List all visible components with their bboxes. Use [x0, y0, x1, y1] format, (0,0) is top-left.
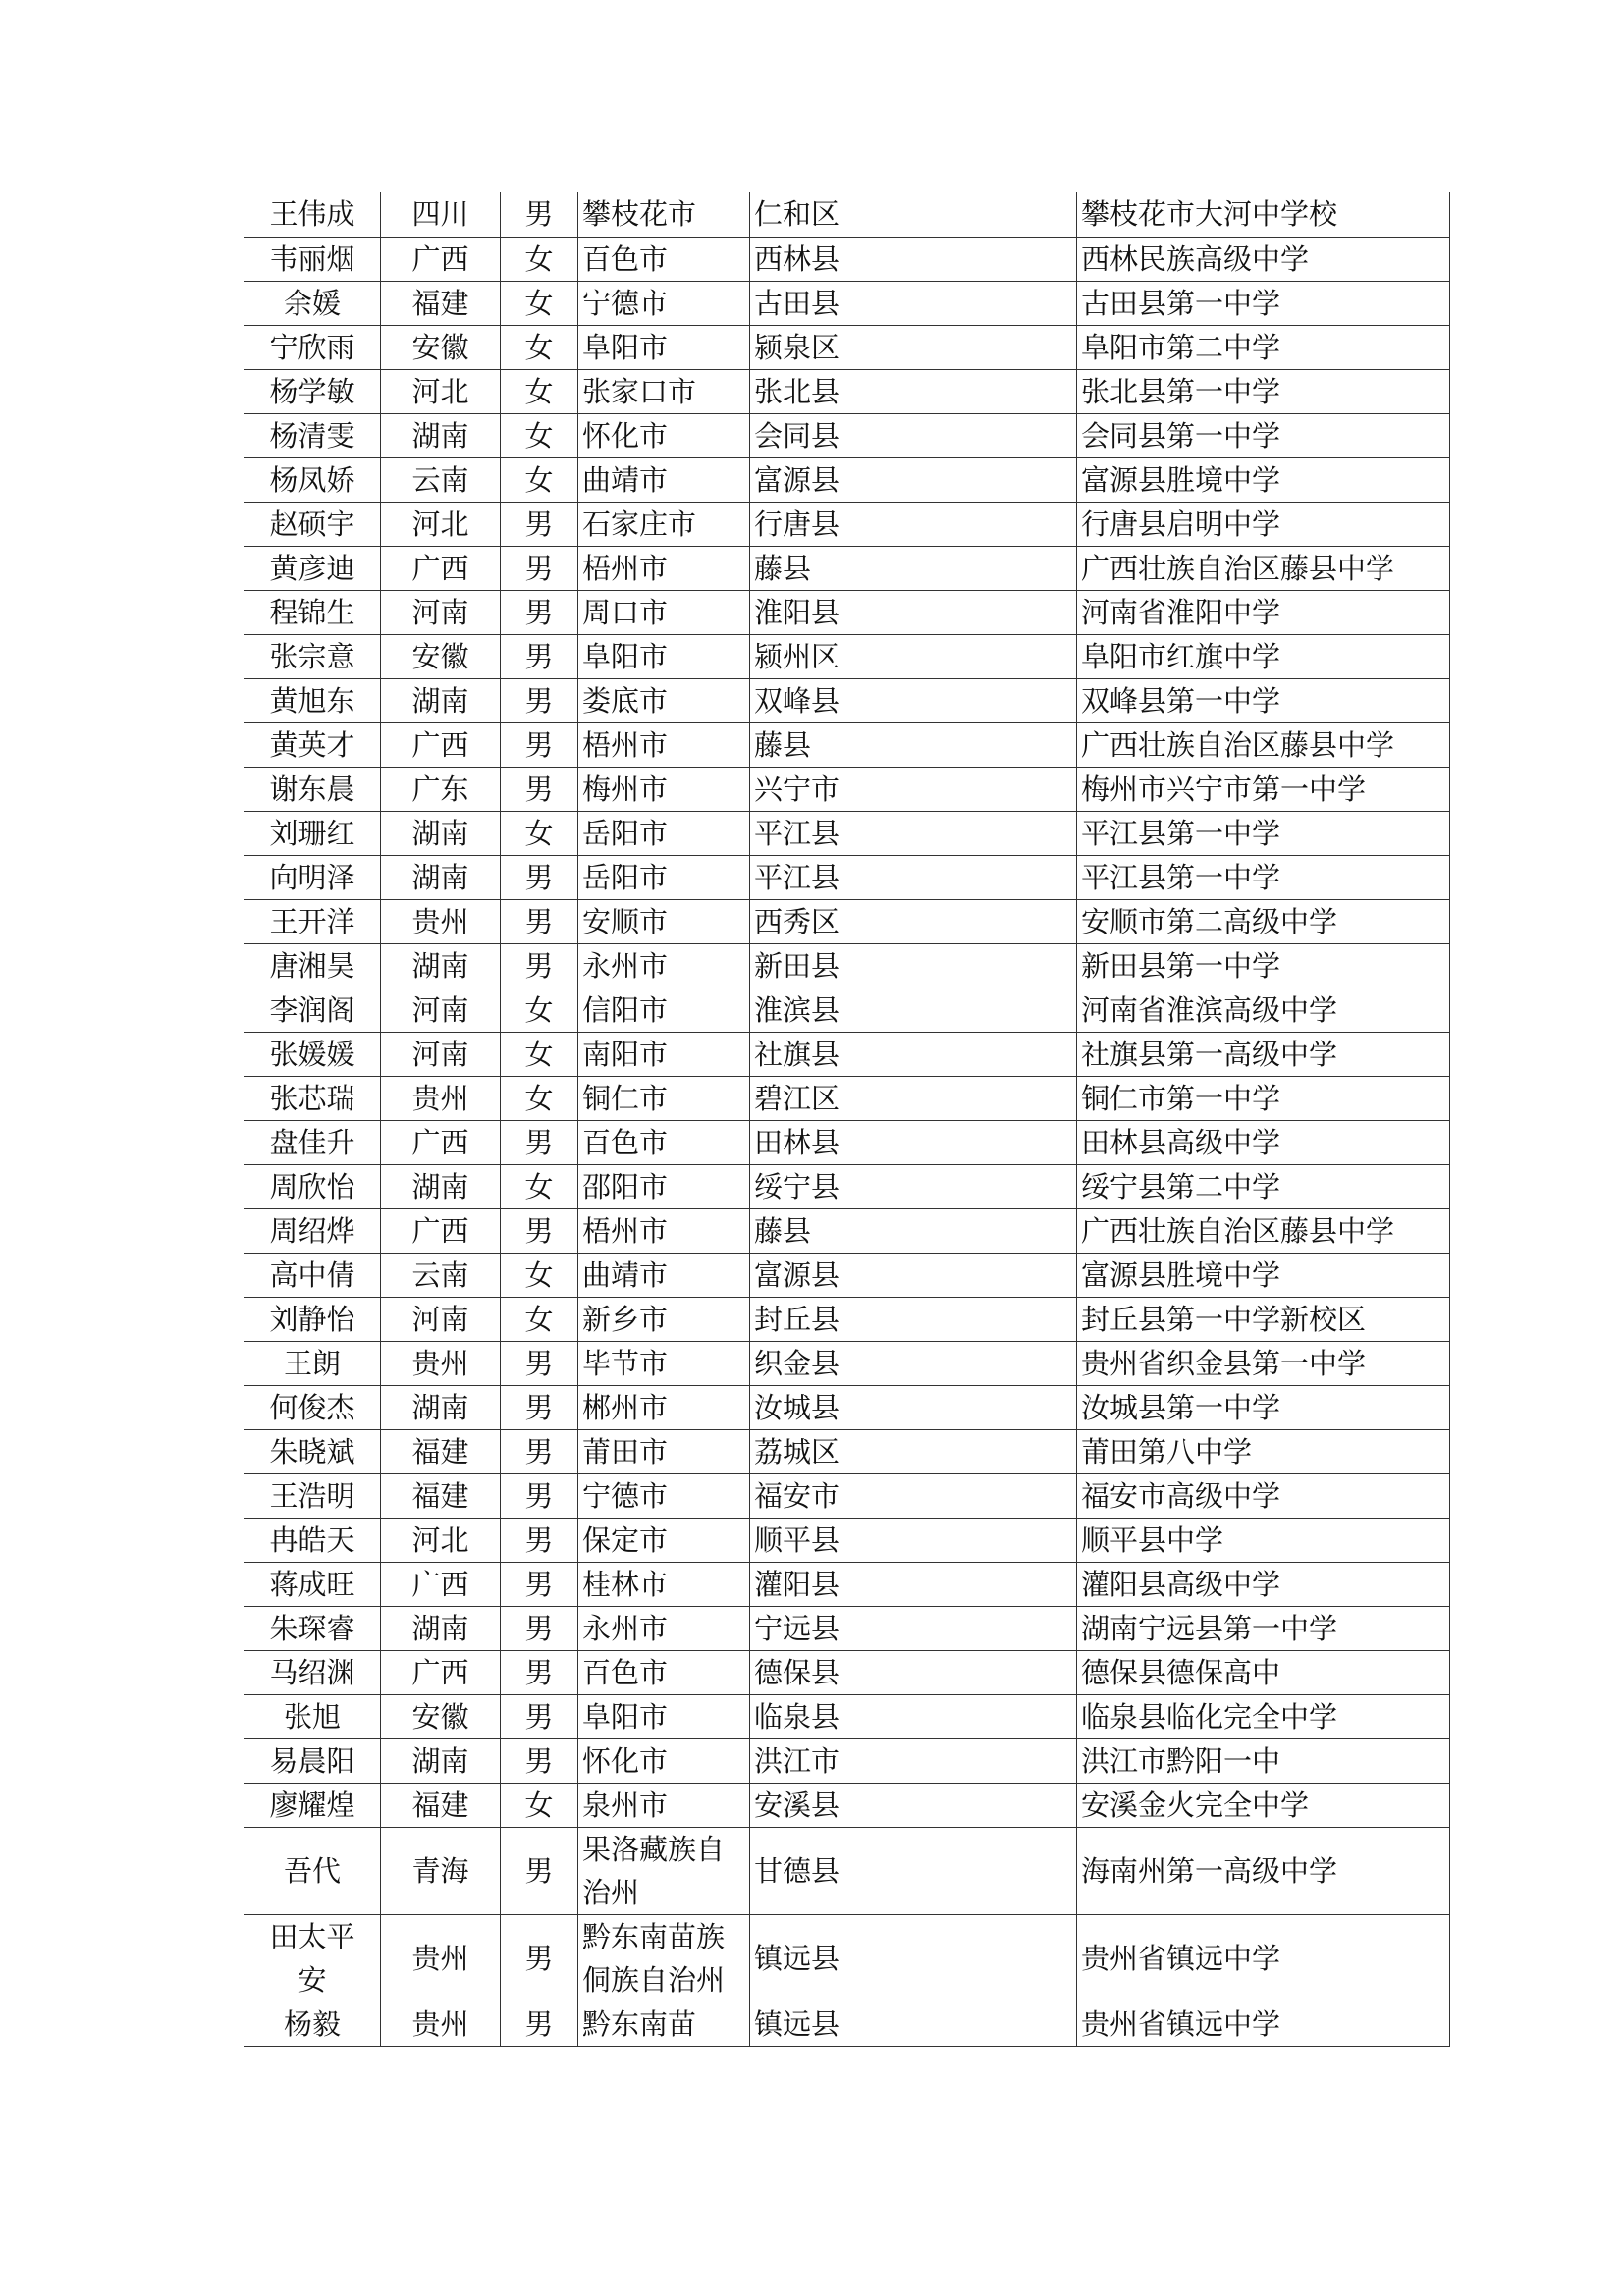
province-cell: 广西 — [381, 1120, 501, 1164]
gender-cell: 男 — [501, 1341, 578, 1385]
district-cell: 藤县 — [750, 546, 1077, 590]
school-cell: 平江县第一中学 — [1077, 855, 1450, 899]
district-cell: 藤县 — [750, 1208, 1077, 1253]
school-cell: 行唐县启明中学 — [1077, 502, 1450, 546]
school-cell: 海南州第一高级中学 — [1077, 1827, 1450, 1914]
gender-cell: 男 — [501, 722, 578, 767]
student-name-cell: 杨学敏 — [244, 369, 381, 413]
table-row — [244, 1385, 1450, 1429]
student-name-cell: 廖耀煌 — [244, 1783, 381, 1827]
city-cell: 石家庄市 — [578, 502, 750, 546]
district-cell: 会同县 — [750, 413, 1077, 457]
student-name-cell: 韦丽烟 — [244, 237, 381, 281]
table-row — [244, 457, 1450, 502]
district-cell: 双峰县 — [750, 678, 1077, 722]
city-cell: 张家口市 — [578, 369, 750, 413]
school-cell: 广西壮族自治区藤县中学 — [1077, 722, 1450, 767]
city-cell: 梧州市 — [578, 546, 750, 590]
district-cell: 灌阳县 — [750, 1562, 1077, 1606]
district-cell: 汝城县 — [750, 1385, 1077, 1429]
gender-cell: 女 — [501, 325, 578, 369]
district-cell: 封丘县 — [750, 1297, 1077, 1341]
gender-cell: 男 — [501, 1606, 578, 1650]
province-cell: 广西 — [381, 1562, 501, 1606]
gender-cell: 男 — [501, 546, 578, 590]
table-row — [244, 988, 1450, 1032]
gender-cell: 女 — [501, 811, 578, 855]
school-cell: 贵州省镇远中学 — [1077, 2002, 1450, 2046]
district-cell: 碧江区 — [750, 1076, 1077, 1120]
province-cell: 青海 — [381, 1827, 501, 1914]
gender-cell: 男 — [501, 1473, 578, 1518]
district-cell: 颍泉区 — [750, 325, 1077, 369]
table-row — [244, 1032, 1450, 1076]
school-cell: 张北县第一中学 — [1077, 369, 1450, 413]
district-cell: 福安市 — [750, 1473, 1077, 1518]
province-cell: 广西 — [381, 722, 501, 767]
student-name-cell: 余媛 — [244, 281, 381, 325]
province-cell: 湖南 — [381, 1738, 501, 1783]
student-name-cell: 周欣怡 — [244, 1164, 381, 1208]
province-cell: 广西 — [381, 1650, 501, 1694]
student-name-cell: 杨毅 — [244, 2002, 381, 2046]
gender-cell: 女 — [501, 281, 578, 325]
table-row — [244, 1473, 1450, 1518]
province-cell: 贵州 — [381, 1341, 501, 1385]
gender-cell: 女 — [501, 1076, 578, 1120]
province-cell: 云南 — [381, 457, 501, 502]
school-cell: 福安市高级中学 — [1077, 1473, 1450, 1518]
province-cell: 广西 — [381, 546, 501, 590]
city-cell: 岳阳市 — [578, 855, 750, 899]
table-row — [244, 1076, 1450, 1120]
district-cell: 德保县 — [750, 1650, 1077, 1694]
student-name-cell: 谢东晨 — [244, 767, 381, 811]
province-cell: 安徽 — [381, 634, 501, 678]
school-cell: 贵州省镇远中学 — [1077, 1914, 1450, 2002]
city-cell: 毕节市 — [578, 1341, 750, 1385]
student-name-cell: 冉皓天 — [244, 1518, 381, 1562]
city-cell: 邵阳市 — [578, 1164, 750, 1208]
gender-cell: 男 — [501, 943, 578, 988]
table-row — [244, 590, 1450, 634]
district-cell: 顺平县 — [750, 1518, 1077, 1562]
gender-cell: 男 — [501, 1914, 578, 2002]
province-cell: 湖南 — [381, 811, 501, 855]
school-cell: 汝城县第一中学 — [1077, 1385, 1450, 1429]
district-cell: 西林县 — [750, 237, 1077, 281]
school-cell: 西林民族高级中学 — [1077, 237, 1450, 281]
province-cell: 湖南 — [381, 1164, 501, 1208]
district-cell: 兴宁市 — [750, 767, 1077, 811]
student-name-cell: 黄旭东 — [244, 678, 381, 722]
city-cell: 黔东南苗 — [578, 2002, 750, 2046]
district-cell: 洪江市 — [750, 1738, 1077, 1783]
city-cell: 阜阳市 — [578, 634, 750, 678]
province-cell: 河南 — [381, 590, 501, 634]
gender-cell: 女 — [501, 1783, 578, 1827]
city-cell: 攀枝花市 — [578, 192, 750, 237]
student-name-cell: 高中倩 — [244, 1253, 381, 1297]
gender-cell: 男 — [501, 502, 578, 546]
gender-cell: 男 — [501, 2002, 578, 2046]
district-cell: 淮滨县 — [750, 988, 1077, 1032]
student-name-cell: 朱晓斌 — [244, 1429, 381, 1473]
gender-cell: 男 — [501, 1562, 578, 1606]
table-row — [244, 546, 1450, 590]
city-cell: 信阳市 — [578, 988, 750, 1032]
school-cell: 贵州省织金县第一中学 — [1077, 1341, 1450, 1385]
city-cell: 阜阳市 — [578, 1694, 750, 1738]
table-row — [244, 2002, 1450, 2046]
district-cell: 平江县 — [750, 811, 1077, 855]
school-cell: 攀枝花市大河中学校 — [1077, 192, 1450, 237]
table-row — [244, 678, 1450, 722]
school-cell: 双峰县第一中学 — [1077, 678, 1450, 722]
school-cell: 安溪金火完全中学 — [1077, 1783, 1450, 1827]
school-cell: 安顺市第二高级中学 — [1077, 899, 1450, 943]
student-name-cell: 刘静怡 — [244, 1297, 381, 1341]
gender-cell: 女 — [501, 1032, 578, 1076]
city-cell: 泉州市 — [578, 1783, 750, 1827]
school-cell: 新田县第一中学 — [1077, 943, 1450, 988]
table-row — [244, 502, 1450, 546]
province-cell: 安徽 — [381, 325, 501, 369]
district-cell: 淮阳县 — [750, 590, 1077, 634]
city-cell: 曲靖市 — [578, 457, 750, 502]
student-name-cell: 向明泽 — [244, 855, 381, 899]
district-cell: 镇远县 — [750, 1914, 1077, 2002]
city-cell: 黔东南苗族侗族自治州 — [578, 1914, 750, 2002]
student-name-cell: 吾代 — [244, 1827, 381, 1914]
student-name-cell: 赵硕宇 — [244, 502, 381, 546]
student-name-cell: 黄英才 — [244, 722, 381, 767]
city-cell: 怀化市 — [578, 1738, 750, 1783]
province-cell: 河南 — [381, 1032, 501, 1076]
province-cell: 四川 — [381, 192, 501, 237]
school-cell: 绥宁县第二中学 — [1077, 1164, 1450, 1208]
student-name-cell: 王朗 — [244, 1341, 381, 1385]
district-cell: 富源县 — [750, 457, 1077, 502]
student-name-cell: 周绍烨 — [244, 1208, 381, 1253]
province-cell: 湖南 — [381, 413, 501, 457]
province-cell: 安徽 — [381, 1694, 501, 1738]
student-name-cell: 杨清雯 — [244, 413, 381, 457]
gender-cell: 男 — [501, 855, 578, 899]
student-name-cell: 何俊杰 — [244, 1385, 381, 1429]
gender-cell: 男 — [501, 1694, 578, 1738]
province-cell: 福建 — [381, 281, 501, 325]
student-name-cell: 张旭 — [244, 1694, 381, 1738]
district-cell: 西秀区 — [750, 899, 1077, 943]
city-cell: 郴州市 — [578, 1385, 750, 1429]
province-cell: 广东 — [381, 767, 501, 811]
student-name-cell: 王伟成 — [244, 192, 381, 237]
table-row — [244, 634, 1450, 678]
gender-cell: 男 — [501, 899, 578, 943]
gender-cell: 女 — [501, 369, 578, 413]
gender-cell: 男 — [501, 1429, 578, 1473]
district-cell: 颍州区 — [750, 634, 1077, 678]
city-cell: 永州市 — [578, 1606, 750, 1650]
district-cell: 宁远县 — [750, 1606, 1077, 1650]
table-row — [244, 281, 1450, 325]
table-row — [244, 1253, 1450, 1297]
table-row — [244, 1297, 1450, 1341]
table-row — [244, 325, 1450, 369]
table-row — [244, 1694, 1450, 1738]
student-name-cell: 黄彦迪 — [244, 546, 381, 590]
city-cell: 百色市 — [578, 237, 750, 281]
city-cell: 怀化市 — [578, 413, 750, 457]
gender-cell: 男 — [501, 1385, 578, 1429]
school-cell: 阜阳市红旗中学 — [1077, 634, 1450, 678]
city-cell: 宁德市 — [578, 1473, 750, 1518]
city-cell: 阜阳市 — [578, 325, 750, 369]
province-cell: 湖南 — [381, 1606, 501, 1650]
school-cell: 临泉县临化完全中学 — [1077, 1694, 1450, 1738]
table-row — [244, 1650, 1450, 1694]
school-cell: 湖南宁远县第一中学 — [1077, 1606, 1450, 1650]
province-cell: 福建 — [381, 1429, 501, 1473]
school-cell: 铜仁市第一中学 — [1077, 1076, 1450, 1120]
district-cell: 富源县 — [750, 1253, 1077, 1297]
student-name-cell: 王浩明 — [244, 1473, 381, 1518]
gender-cell: 女 — [501, 413, 578, 457]
student-name-cell: 唐湘昊 — [244, 943, 381, 988]
district-cell: 仁和区 — [750, 192, 1077, 237]
table-row — [244, 1120, 1450, 1164]
student-name-cell: 张宗意 — [244, 634, 381, 678]
province-cell: 贵州 — [381, 1914, 501, 2002]
student-name-cell: 易晨阳 — [244, 1738, 381, 1783]
gender-cell: 男 — [501, 678, 578, 722]
district-cell: 平江县 — [750, 855, 1077, 899]
student-name-cell: 王开洋 — [244, 899, 381, 943]
province-cell: 河北 — [381, 369, 501, 413]
school-cell: 富源县胜境中学 — [1077, 1253, 1450, 1297]
gender-cell: 女 — [501, 988, 578, 1032]
city-cell: 娄底市 — [578, 678, 750, 722]
table-row — [244, 1208, 1450, 1253]
school-cell: 富源县胜境中学 — [1077, 457, 1450, 502]
student-name-cell: 宁欣雨 — [244, 325, 381, 369]
table-row — [244, 722, 1450, 767]
city-cell: 南阳市 — [578, 1032, 750, 1076]
city-cell: 保定市 — [578, 1518, 750, 1562]
province-cell: 广西 — [381, 237, 501, 281]
gender-cell: 男 — [501, 1738, 578, 1783]
table-row — [244, 899, 1450, 943]
school-cell: 会同县第一中学 — [1077, 413, 1450, 457]
school-cell: 封丘县第一中学新校区 — [1077, 1297, 1450, 1341]
table-row — [244, 855, 1450, 899]
gender-cell: 女 — [501, 1253, 578, 1297]
student-name-cell: 刘珊红 — [244, 811, 381, 855]
city-cell: 永州市 — [578, 943, 750, 988]
gender-cell: 男 — [501, 1518, 578, 1562]
district-cell: 行唐县 — [750, 502, 1077, 546]
gender-cell: 女 — [501, 1297, 578, 1341]
province-cell: 河南 — [381, 1297, 501, 1341]
table-row — [244, 1562, 1450, 1606]
city-cell: 宁德市 — [578, 281, 750, 325]
school-cell: 古田县第一中学 — [1077, 281, 1450, 325]
school-cell: 莆田第八中学 — [1077, 1429, 1450, 1473]
province-cell: 湖南 — [381, 678, 501, 722]
gender-cell: 男 — [501, 1650, 578, 1694]
student-name-cell: 朱琛睿 — [244, 1606, 381, 1650]
table-row — [244, 1164, 1450, 1208]
student-name-cell: 杨凤娇 — [244, 457, 381, 502]
table-row — [244, 192, 1450, 237]
district-cell: 织金县 — [750, 1341, 1077, 1385]
gender-cell: 女 — [501, 1164, 578, 1208]
table-row — [244, 1341, 1450, 1385]
city-cell: 岳阳市 — [578, 811, 750, 855]
district-cell: 社旗县 — [750, 1032, 1077, 1076]
student-name-cell: 马绍渊 — [244, 1650, 381, 1694]
school-cell: 社旗县第一高级中学 — [1077, 1032, 1450, 1076]
city-cell: 百色市 — [578, 1120, 750, 1164]
table-row — [244, 1783, 1450, 1827]
table-row — [244, 1429, 1450, 1473]
province-cell: 贵州 — [381, 1076, 501, 1120]
gender-cell: 女 — [501, 237, 578, 281]
province-cell: 贵州 — [381, 899, 501, 943]
province-cell: 福建 — [381, 1473, 501, 1518]
school-cell: 德保县德保高中 — [1077, 1650, 1450, 1694]
district-cell: 藤县 — [750, 722, 1077, 767]
student-name-cell: 张芯瑞 — [244, 1076, 381, 1120]
table-row — [244, 1606, 1450, 1650]
roster-body — [244, 192, 1450, 2046]
gender-cell: 男 — [501, 192, 578, 237]
district-cell: 荔城区 — [750, 1429, 1077, 1473]
province-cell: 云南 — [381, 1253, 501, 1297]
table-row — [244, 369, 1450, 413]
district-cell: 镇远县 — [750, 2002, 1077, 2046]
student-name-cell: 田太平安 — [244, 1914, 381, 2002]
province-cell: 河北 — [381, 1518, 501, 1562]
table-row — [244, 811, 1450, 855]
gender-cell: 男 — [501, 767, 578, 811]
city-cell: 安顺市 — [578, 899, 750, 943]
school-cell: 顺平县中学 — [1077, 1518, 1450, 1562]
school-cell: 平江县第一中学 — [1077, 811, 1450, 855]
district-cell: 张北县 — [750, 369, 1077, 413]
city-cell: 周口市 — [578, 590, 750, 634]
table-row — [244, 237, 1450, 281]
school-cell: 广西壮族自治区藤县中学 — [1077, 546, 1450, 590]
city-cell: 莆田市 — [578, 1429, 750, 1473]
city-cell: 梧州市 — [578, 722, 750, 767]
province-cell: 河北 — [381, 502, 501, 546]
student-name-cell: 程锦生 — [244, 590, 381, 634]
table-row — [244, 1518, 1450, 1562]
student-name-cell: 盘佳升 — [244, 1120, 381, 1164]
province-cell: 福建 — [381, 1783, 501, 1827]
city-cell: 桂林市 — [578, 1562, 750, 1606]
district-cell: 绥宁县 — [750, 1164, 1077, 1208]
province-cell: 贵州 — [381, 2002, 501, 2046]
district-cell: 田林县 — [750, 1120, 1077, 1164]
district-cell: 甘德县 — [750, 1827, 1077, 1914]
student-name-cell: 张媛媛 — [244, 1032, 381, 1076]
province-cell: 河南 — [381, 988, 501, 1032]
school-cell: 灌阳县高级中学 — [1077, 1562, 1450, 1606]
province-cell: 广西 — [381, 1208, 501, 1253]
table-row — [244, 943, 1450, 988]
city-cell: 果洛藏族自治州 — [578, 1827, 750, 1914]
table-row — [244, 767, 1450, 811]
gender-cell: 男 — [501, 1208, 578, 1253]
city-cell: 梧州市 — [578, 1208, 750, 1253]
city-cell: 百色市 — [578, 1650, 750, 1694]
gender-cell: 男 — [501, 1120, 578, 1164]
school-cell: 河南省淮滨高级中学 — [1077, 988, 1450, 1032]
city-cell: 铜仁市 — [578, 1076, 750, 1120]
table-row — [244, 413, 1450, 457]
province-cell: 湖南 — [381, 943, 501, 988]
table-row — [244, 1914, 1450, 2002]
student-name-cell: 蒋成旺 — [244, 1562, 381, 1606]
table-row — [244, 1738, 1450, 1783]
province-cell: 湖南 — [381, 855, 501, 899]
gender-cell: 男 — [501, 634, 578, 678]
student-name-cell: 李润阁 — [244, 988, 381, 1032]
district-cell: 古田县 — [750, 281, 1077, 325]
city-cell: 曲靖市 — [578, 1253, 750, 1297]
district-cell: 临泉县 — [750, 1694, 1077, 1738]
city-cell: 梅州市 — [578, 767, 750, 811]
table-row — [244, 1827, 1450, 1914]
gender-cell: 男 — [501, 1827, 578, 1914]
school-cell: 阜阳市第二中学 — [1077, 325, 1450, 369]
city-cell: 新乡市 — [578, 1297, 750, 1341]
district-cell: 新田县 — [750, 943, 1077, 988]
school-cell: 广西壮族自治区藤县中学 — [1077, 1208, 1450, 1253]
student-roster-table — [244, 192, 1450, 2047]
district-cell: 安溪县 — [750, 1783, 1077, 1827]
school-cell: 梅州市兴宁市第一中学 — [1077, 767, 1450, 811]
school-cell: 河南省淮阳中学 — [1077, 590, 1450, 634]
gender-cell: 女 — [501, 457, 578, 502]
province-cell: 湖南 — [381, 1385, 501, 1429]
school-cell: 田林县高级中学 — [1077, 1120, 1450, 1164]
gender-cell: 男 — [501, 590, 578, 634]
school-cell: 洪江市黔阳一中 — [1077, 1738, 1450, 1783]
